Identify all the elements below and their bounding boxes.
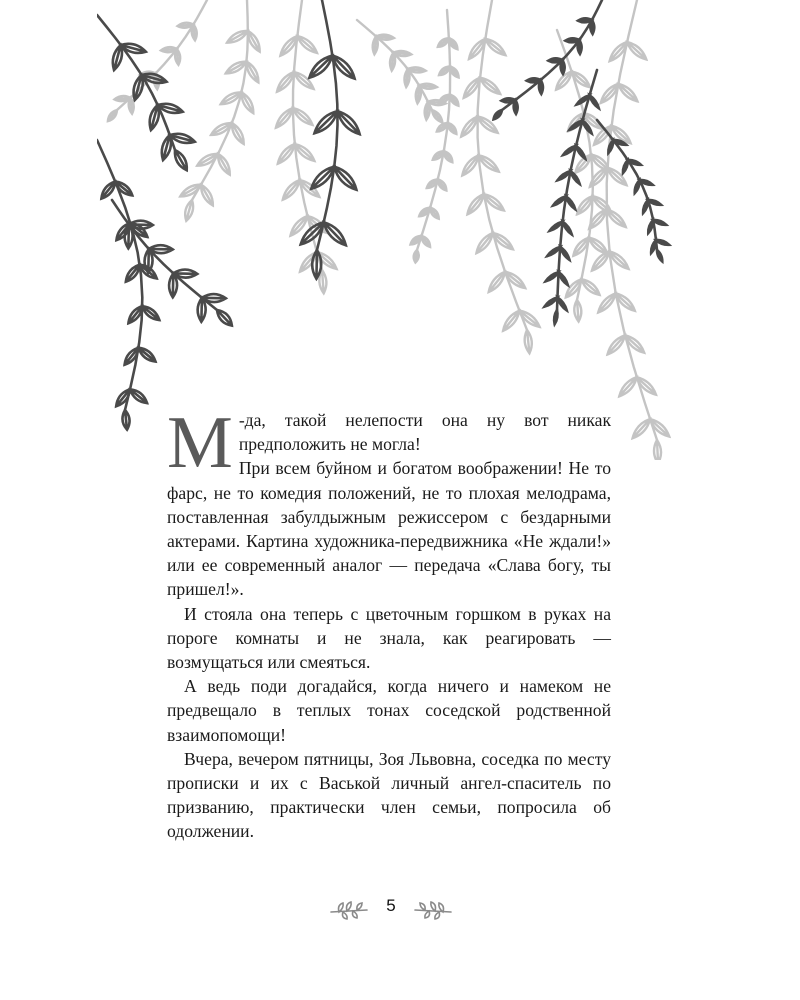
leaf-shape	[467, 194, 483, 214]
page-footer	[97, 893, 700, 925]
leaf-shape	[527, 78, 541, 82]
leaf-shape	[485, 39, 505, 55]
leaf-shape	[175, 150, 187, 170]
leaf-shape	[408, 67, 426, 72]
leaf-shape	[635, 180, 640, 193]
leaf-shape	[390, 53, 395, 71]
paragraph-2: При всем буйном и богатом воображении! Не то фарс, не то комедия положений, не то плохая мелодрама, поставленная забулдыжным режиссером с бездарными актерами. Картина художника-передвижника «Не ждали!» или ее современный аналог — передача «Слава богу, ты пришел!».	[167, 458, 611, 600]
leaf-shape	[577, 196, 593, 214]
leaf-shape	[197, 154, 218, 166]
leaf-shape	[450, 95, 459, 106]
leaf-shape	[162, 135, 171, 160]
leaf-shape	[404, 69, 409, 87]
leaf-shape	[114, 96, 130, 101]
paragraph-4: А ведь поди догадайся, когда ничего и намеком не предвещало в теплых тонах соседской родственной взаимопомощи!	[167, 676, 611, 745]
leaf-shape	[419, 84, 437, 89]
leaf-shape	[129, 98, 134, 114]
leaf-shape	[559, 272, 568, 285]
leaf-shape	[654, 440, 661, 460]
leaf-shape	[576, 146, 585, 159]
leaf-shape	[501, 98, 515, 102]
leaf-shape	[115, 182, 132, 196]
leaf-shape	[450, 66, 459, 77]
leaf-shape	[201, 185, 213, 206]
leaf-shape	[544, 297, 557, 306]
leaf-shape	[142, 306, 159, 320]
leaf-shape	[480, 78, 500, 94]
leaf-shape	[178, 23, 194, 28]
leaf-shape	[439, 66, 450, 75]
leaf-shape	[623, 160, 628, 173]
leaf-shape	[618, 84, 637, 102]
leaf-shape	[503, 311, 519, 331]
leaf-shape	[180, 185, 201, 197]
drop-cap: М	[167, 402, 233, 484]
leaf-shape	[608, 335, 626, 354]
stem-line	[117, 0, 207, 110]
leaf-shape	[439, 95, 450, 104]
leaf-shape	[422, 236, 431, 247]
leaf-shape	[607, 210, 626, 228]
leaf-shape	[432, 110, 442, 122]
leaf-shape	[149, 245, 173, 253]
leaf-shape	[461, 116, 477, 136]
leaf-shape	[276, 108, 293, 128]
leaf-shape	[101, 182, 115, 199]
leaf-shape	[226, 62, 247, 74]
leaf-shape	[376, 35, 394, 40]
leaf-shape	[338, 111, 360, 134]
leaf-shape	[651, 240, 656, 253]
leaf-shape	[247, 62, 259, 83]
leaf-shape	[592, 251, 610, 270]
leaf-shape	[589, 238, 607, 254]
leaf-shape	[293, 108, 313, 125]
paragraph-5: Вчера, вечером пятницы, Зоя Львовна, соседка по месту прописки и их с Васькой личный ангел-спаситель по призванию, практически член семьи, попросила об одолжении.	[167, 748, 611, 842]
leaf-shape	[309, 56, 332, 78]
right-sprig-ornament	[413, 900, 453, 920]
leaf-shape	[192, 24, 197, 40]
leaf-shape	[648, 220, 653, 233]
leaf-shape	[425, 102, 430, 120]
leaf-shape	[169, 273, 177, 297]
leaf-shape	[557, 297, 566, 310]
leaf-shape	[241, 92, 253, 113]
leaf-shape	[295, 144, 315, 161]
left-margin	[0, 0, 97, 1000]
leaf-shape	[393, 51, 411, 56]
paragraph-1: М -да, такой нелепости она ну вот никак предположить не могла!	[167, 402, 611, 484]
leaf-shape	[619, 377, 637, 396]
leaf-shape	[438, 179, 447, 190]
leaf-shape	[578, 18, 592, 22]
leaf-shape	[547, 247, 560, 256]
leaf-shape	[563, 222, 572, 235]
leaf-shape	[290, 216, 307, 236]
page-number: 5	[386, 896, 396, 915]
leaf-shape	[175, 49, 180, 65]
leaf-shape	[145, 249, 153, 273]
leaf-shape	[416, 85, 421, 103]
leaf-shape	[128, 306, 142, 323]
leaf-shape	[202, 294, 226, 302]
leaf-shape	[656, 240, 669, 245]
leaf-shape	[297, 36, 317, 53]
leaf-shape	[161, 47, 177, 52]
leaf-shape	[170, 134, 195, 143]
leaf-shape	[525, 330, 532, 353]
leaf-shape	[122, 410, 129, 430]
leaf-shape	[227, 31, 248, 43]
leaf-shape	[185, 200, 193, 221]
leaf-shape	[134, 75, 143, 100]
leaf-shape	[494, 110, 502, 119]
leaf-shape	[438, 38, 449, 47]
stem-line	[317, 0, 338, 250]
leaf-shape	[643, 200, 648, 213]
stem-line	[502, 0, 602, 110]
leaf-shape	[657, 250, 662, 261]
book-page	[97, 0, 700, 1000]
leaf-shape	[548, 58, 562, 62]
hanging-branches-illustration	[97, 0, 700, 484]
leaf-shape	[314, 111, 337, 133]
paragraph-3: И стояла она теперь с цветочным горшком в руках на пороге комнаты и не знала, как реагировать — возмущаться или смеяться.	[167, 603, 611, 673]
leaf-shape	[373, 36, 378, 54]
body-text	[167, 402, 611, 844]
leaf-shape	[218, 154, 230, 175]
leaf-shape	[462, 155, 478, 175]
leaf-shape	[248, 31, 260, 52]
leaf-shape	[489, 272, 505, 292]
leaf-shape	[232, 123, 244, 144]
leaf-shape	[198, 298, 206, 322]
leaf-shape	[560, 247, 569, 260]
leaf-shape	[108, 110, 117, 121]
leaf-shape	[125, 224, 133, 248]
leaf-shape	[581, 279, 599, 295]
leaf-shape	[414, 250, 419, 263]
leaf-shape	[278, 144, 295, 164]
leaf-shape	[116, 389, 130, 406]
stem-line	[557, 70, 597, 310]
leaf-shape	[627, 42, 646, 60]
leaf-shape	[476, 233, 492, 253]
leaf-shape	[546, 272, 559, 281]
leaf-shape	[126, 265, 140, 282]
leaf-shape	[590, 95, 599, 108]
leaf-shape	[574, 300, 581, 322]
leaf-shape	[150, 105, 159, 130]
leaf-shape	[430, 208, 439, 219]
leaf-shape	[129, 221, 153, 229]
leaf-shape	[479, 155, 499, 171]
leaf-shape	[633, 419, 651, 438]
leaf-shape	[444, 151, 453, 162]
leaf-shape	[283, 180, 300, 200]
left-sprig-ornament	[329, 900, 369, 920]
leaf-shape	[277, 72, 294, 92]
leaf-shape	[138, 348, 155, 362]
right-margin	[700, 0, 800, 1000]
leaf-shape	[565, 38, 579, 42]
leaf-shape	[572, 72, 590, 88]
leaf-shape	[554, 310, 557, 324]
leaf-shape	[566, 196, 575, 209]
leaf-shape	[448, 123, 457, 134]
leaf-shape	[173, 270, 197, 278]
stem-line	[192, 0, 248, 200]
leaf-shape	[217, 310, 232, 326]
leaf-shape	[113, 45, 122, 70]
leaf-shape	[130, 389, 147, 403]
leaf-shape	[334, 167, 356, 190]
